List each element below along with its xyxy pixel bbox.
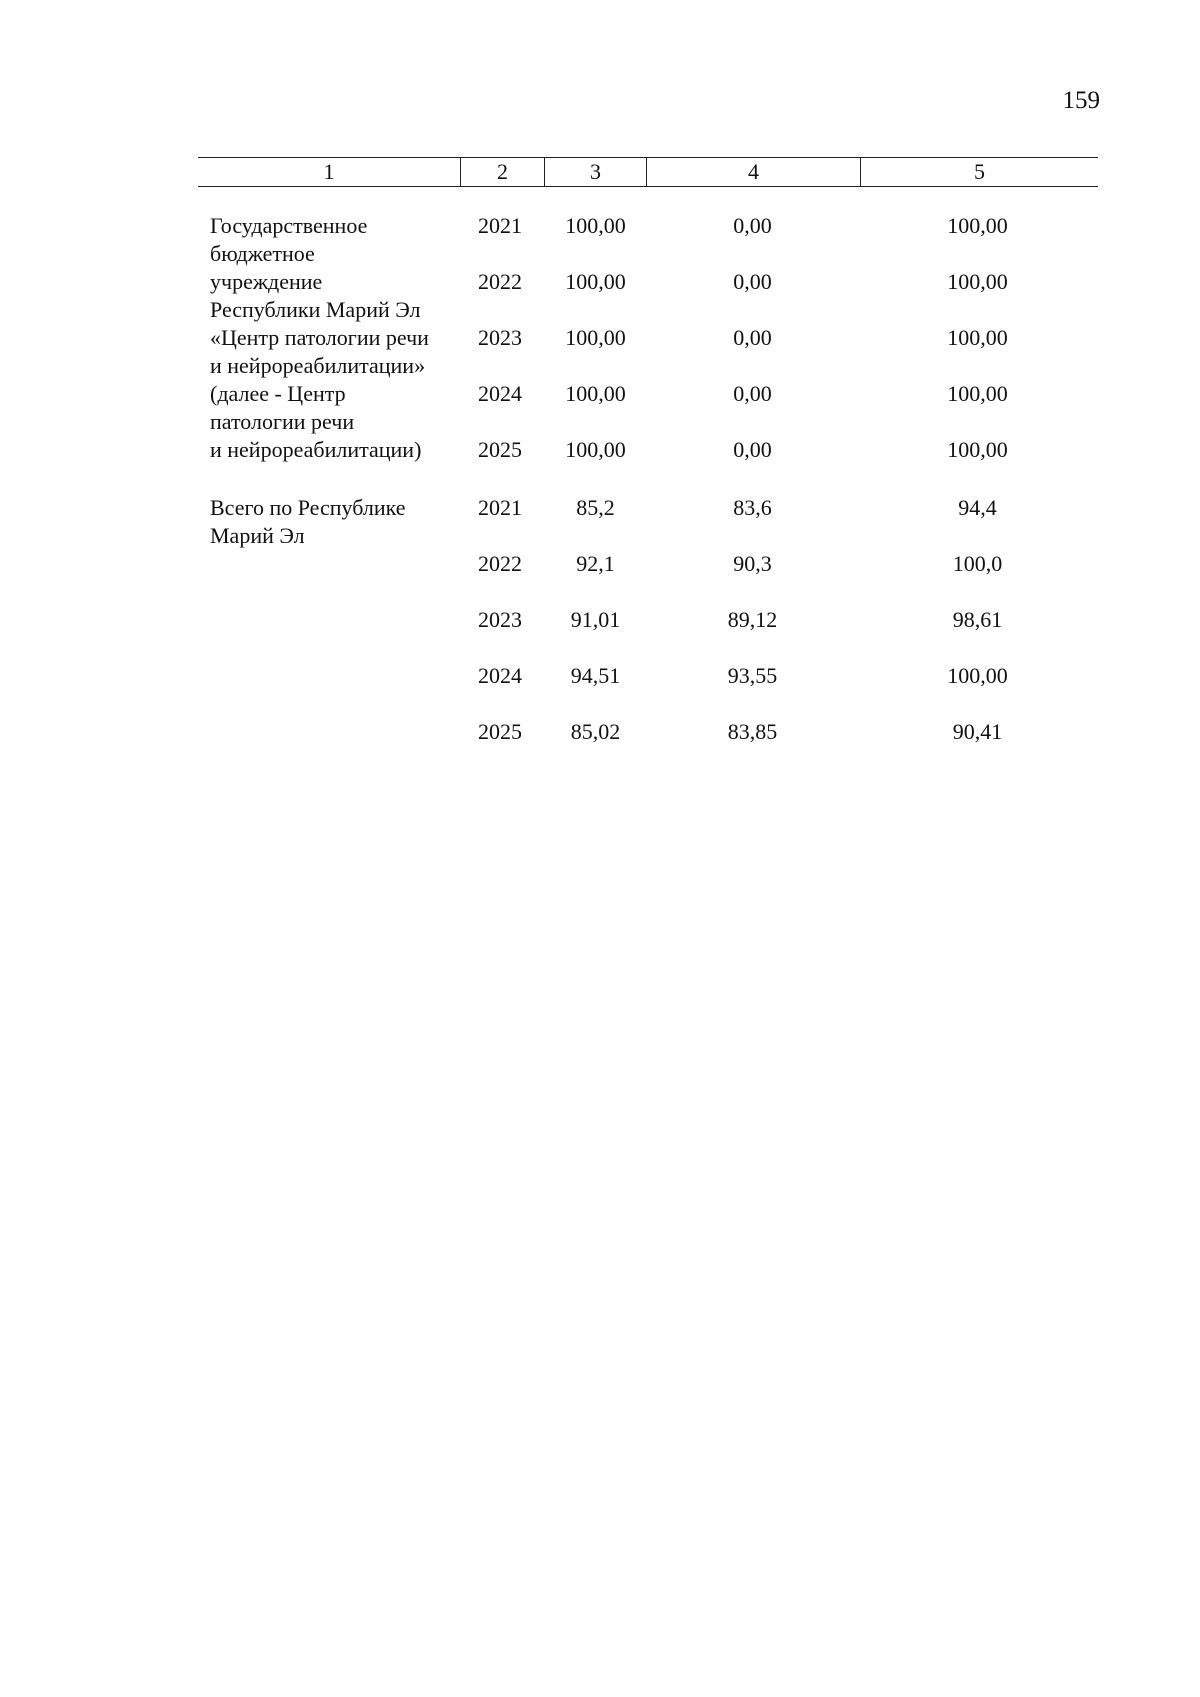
value-cell-col3: 100,00: [565, 381, 626, 406]
value-cell-col3: 85,2: [576, 495, 615, 520]
total-label-line: Всего по Республике: [210, 495, 406, 520]
total-label-line: Марий Эл: [210, 523, 305, 548]
header-bottom-rule: [198, 186, 1098, 187]
value-cell-col5: 100,00: [947, 663, 1008, 688]
value-cell-col5: 100,00: [947, 325, 1008, 350]
header-col-5: 5: [974, 159, 985, 184]
value-cell-col4: 0,00: [733, 381, 772, 406]
header-top-rule: [198, 157, 1098, 158]
institution-name-line: бюджетное: [210, 241, 315, 266]
value-cell-col5: 100,0: [952, 551, 1003, 576]
institution-name-line: «Центр патологии речи: [210, 325, 429, 350]
year-cell: 2023: [478, 325, 522, 350]
value-cell-col3: 100,00: [565, 437, 626, 462]
year-cell: 2023: [478, 607, 522, 632]
value-cell-col4: 83,85: [727, 719, 778, 744]
value-cell-col5: 100,00: [947, 213, 1008, 238]
value-cell-col4: 93,55: [727, 663, 778, 688]
value-cell-col4: 0,00: [733, 213, 772, 238]
header-col-1: 1: [323, 159, 335, 184]
total-label: [210, 494, 450, 550]
value-cell-col4: 89,12: [727, 607, 778, 632]
header-col-3: 3: [590, 159, 601, 184]
value-cell-col5: 100,00: [947, 437, 1008, 462]
year-cell: 2024: [478, 663, 522, 688]
value-cell-col4: 0,00: [733, 269, 772, 294]
value-cell-col3: 100,00: [565, 325, 626, 350]
institution-name-line: Республики Марий Эл: [210, 297, 421, 322]
value-cell-col3: 100,00: [565, 213, 626, 238]
year-cell: 2022: [478, 269, 522, 294]
value-cell-col4: 0,00: [733, 437, 772, 462]
institution-name-line: патологии речи: [210, 409, 355, 434]
year-cell: 2025: [478, 719, 522, 744]
institution-name-line: учреждение: [210, 269, 323, 294]
value-cell-col3: 91,01: [570, 607, 621, 632]
header-col-4: 4: [748, 159, 759, 184]
value-cell-col3: 92,1: [576, 551, 615, 576]
value-cell-col3: 94,51: [570, 663, 621, 688]
institution-name: [210, 212, 450, 464]
institution-name-line: Государственное: [210, 213, 368, 238]
value-cell-col4: 90,3: [733, 551, 772, 576]
value-cell-col5: 90,41: [952, 719, 1003, 744]
header-col-2: 2: [497, 159, 508, 184]
value-cell-col5: 98,61: [952, 607, 1003, 632]
year-cell: 2021: [478, 213, 522, 238]
year-cell: 2024: [478, 381, 522, 406]
year-cell: 2022: [478, 551, 522, 576]
value-cell-col4: 0,00: [733, 325, 772, 350]
institution-name-line: и нейрореабилитации): [210, 437, 422, 462]
institution-name-line: и нейрореабилитации»: [210, 353, 426, 378]
value-cell-col5: 100,00: [947, 269, 1008, 294]
institution-name-line: (далее - Центр: [210, 381, 346, 406]
value-cell-col5: 94,4: [958, 495, 997, 520]
value-cell-col3: 100,00: [565, 269, 626, 294]
year-cell: 2025: [478, 437, 522, 462]
value-cell-col4: 83,6: [733, 495, 772, 520]
year-cell: 2021: [478, 495, 522, 520]
page-number: 159: [1062, 87, 1100, 114]
value-cell-col5: 100,00: [947, 381, 1008, 406]
value-cell-col3: 85,02: [570, 719, 621, 744]
